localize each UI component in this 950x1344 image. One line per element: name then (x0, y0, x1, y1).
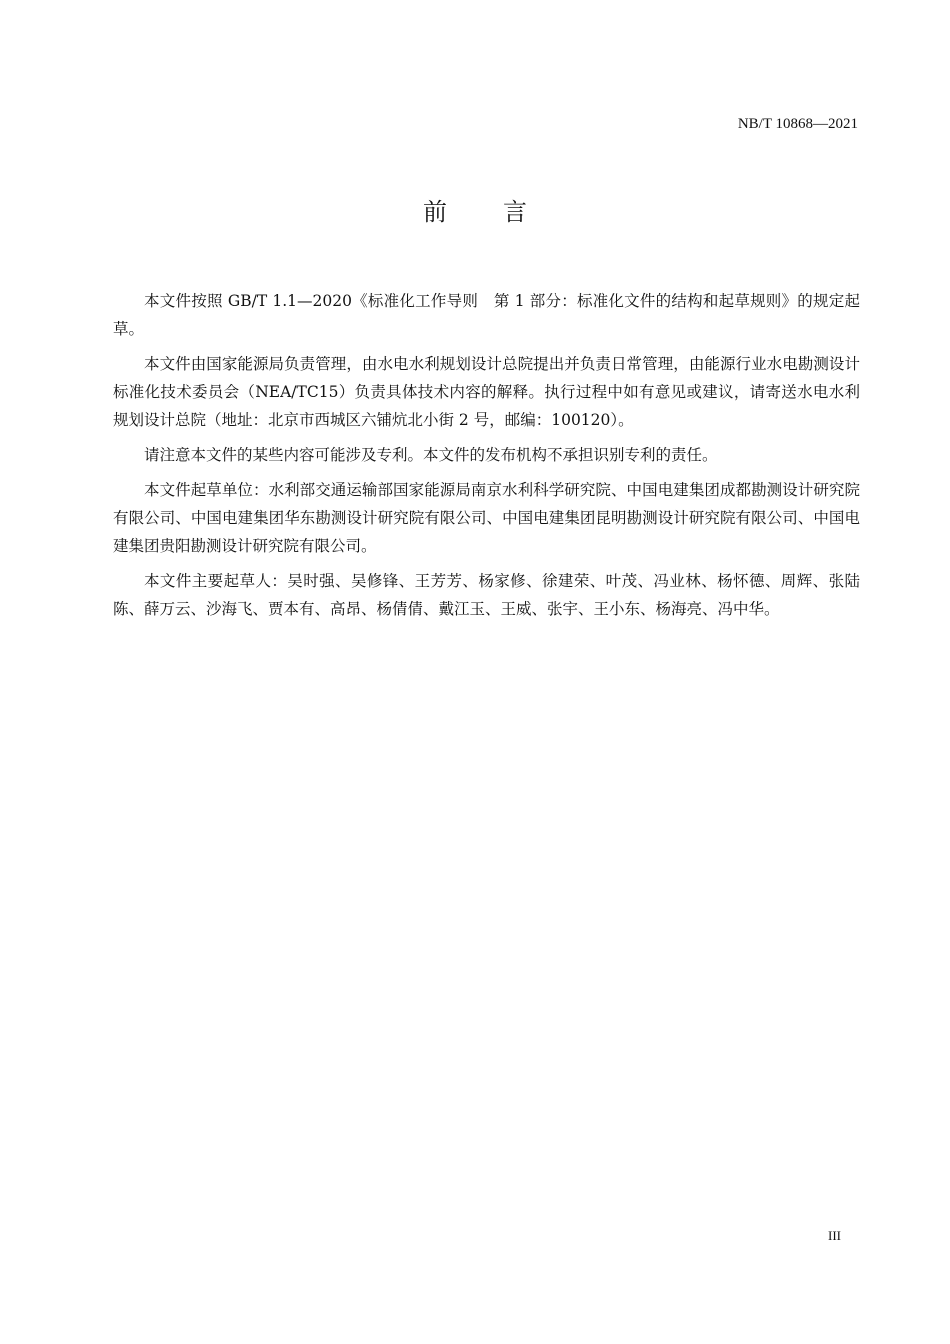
page-title: 前言 (423, 198, 583, 226)
paragraph-drafting-rules: 本文件按照 GB/T 1.1—2020《标准化工作导则 第 1 部分：标准化文件的结构和起草规则》的规定起草。 (113, 292, 860, 338)
paragraph-management: 本文件由国家能源局负责管理，由水电水利规划设计总院提出并负责日常管理，由能源行业水电勘测设计标准化技术委员会（NEA/TC15）负责具体技术内容的解释。执行过程中如有意见或建议，请寄送水电水利规划设计总院（地址：北京市西城区六铺炕北小街 2 号，邮编：100120）。 (113, 355, 860, 429)
foreword-body (113, 287, 860, 630)
standard-number: NB/T 10868—2021 (737, 116, 858, 132)
paragraph-drafting-units: 本文件起草单位：水利部交通运输部国家能源局南京水利科学研究院、中国电建集团成都勘测设计研究院有限公司、中国电建集团华东勘测设计研究院有限公司、中国电建集团昆明勘测设计研究院有限公司、中国电建集团贵阳勘测设计研究院有限公司。 (113, 481, 860, 555)
paragraph-patent-notice: 请注意本文件的某些内容可能涉及专利。本文件的发布机构不承担识别专利的责任。 (144, 446, 718, 464)
page-number: III (828, 1228, 841, 1243)
paragraph-drafters: 本文件主要起草人：吴时强、吴修锋、王芳芳、杨家修、徐建荣、叶茂、冯业林、杨怀德、周辉、张陆陈、薛万云、沙海飞、贾本有、高昂、杨倩倩、戴江玉、王威、张宇、王小东、杨海亮、冯中华。 (113, 572, 860, 618)
